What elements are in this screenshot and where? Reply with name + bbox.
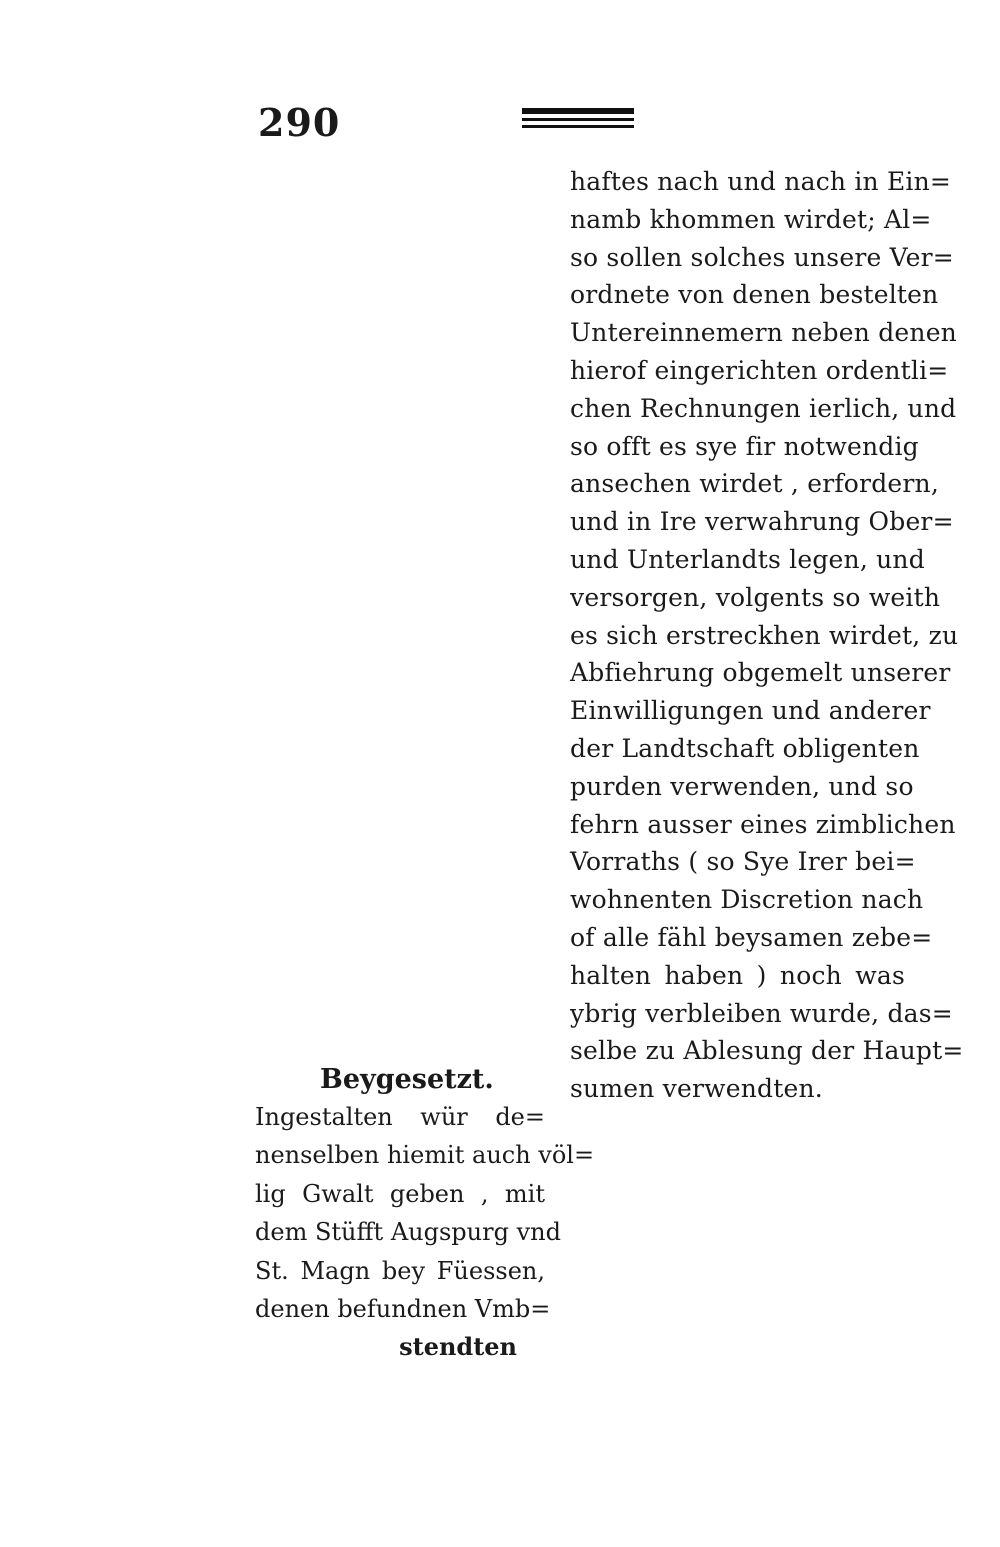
margin-note-line: denen befundnen Vmb= xyxy=(255,1294,551,1323)
main-text-line: of alle fähl beysamen zebe= xyxy=(570,922,933,952)
header-rule-thin-upper xyxy=(522,118,634,121)
main-text-line: ybrig verbleiben wurde, das= xyxy=(570,998,953,1028)
main-text-line: ansechen wirdet , erfordern, xyxy=(570,469,940,499)
margin-note-line: lig Gwalt geben , mit xyxy=(255,1179,545,1208)
main-text-line: namb khommen wirdet; Al= xyxy=(570,204,932,234)
main-text-line: der Landtschaft obligenten xyxy=(570,733,920,763)
header-rule-thin-lower xyxy=(522,125,634,128)
main-text-line: so sollen solches unsere Ver= xyxy=(570,242,954,272)
main-text-line: ordnete von denen bestelten xyxy=(570,280,939,310)
main-text-line: Einwilligungen und anderer xyxy=(570,696,931,726)
main-text-line: halten haben ) noch was xyxy=(570,960,905,990)
main-text-line: Abfiehrung obgemelt unserer xyxy=(570,658,951,688)
margin-note-line: dem Stüfft Augspurg vnd xyxy=(255,1218,561,1247)
main-text-line: fehrn ausser eines zimblichen xyxy=(570,809,956,839)
main-text-line: Untereinnemern neben denen xyxy=(570,318,957,348)
main-text-line: hierof eingerichten ordentli= xyxy=(570,355,949,385)
main-text-line: wohnenten Discretion nach xyxy=(570,885,924,915)
main-text-line: es sich erstreckhen wirdet, zu xyxy=(570,620,959,650)
margin-note-block xyxy=(255,1098,595,1367)
catchword: stendten xyxy=(399,1332,517,1362)
main-text-line: selbe zu Ablesung der Haupt= xyxy=(570,1036,964,1066)
main-text-line: chen Rechnungen ierlich, und xyxy=(570,393,957,423)
margin-note-line: Ingestalten wür de= xyxy=(255,1103,545,1131)
page-number: 290 xyxy=(258,100,341,145)
margin-note-heading: Beygesetzt. xyxy=(320,1064,494,1095)
header-rule-thick xyxy=(522,108,634,114)
main-text-line: haftes nach und nach in Ein= xyxy=(570,167,952,196)
main-text-line: und in Ire verwahrung Ober= xyxy=(570,507,954,537)
margin-note-line: St. Magn bey Füessen, xyxy=(255,1256,545,1285)
main-text-line: sumen verwendten. xyxy=(570,1074,823,1104)
main-text-line: versorgen, volgents so weith xyxy=(570,582,941,612)
main-text-line: Vorraths ( so Sye Irer bei= xyxy=(570,847,916,877)
main-text-line: purden verwenden, und so xyxy=(570,771,914,801)
margin-note-line: nenselben hiemit auch völ= xyxy=(255,1141,595,1170)
main-text-line: so offt es sye fir notwendig xyxy=(570,431,919,461)
main-text-line: und Unterlandts legen, und xyxy=(570,544,925,574)
main-text-block xyxy=(570,163,964,1108)
